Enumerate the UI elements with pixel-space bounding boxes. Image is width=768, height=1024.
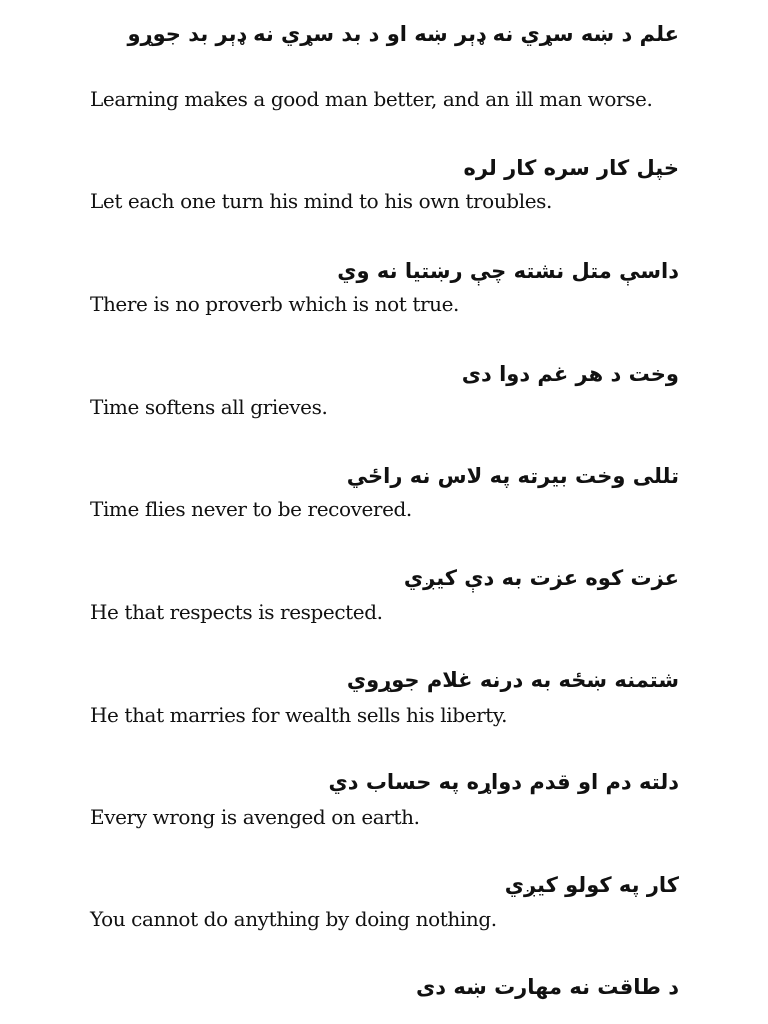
- pashto-proverb: خپل كار سره كار لره: [463, 156, 679, 180]
- pashto-proverb: علم د ښه سړي نه ډېر ښه او د بد سړي نه ډېر بد جوړو: [127, 22, 679, 46]
- pashto-proverb: شتمنه ښځه به درنه غلام جوړوي: [346, 668, 679, 692]
- pashto-proverb: وخت د هر غم دوا دی: [461, 362, 679, 386]
- pashto-proverb: تللی وخت بیرته په لاس نه راځي: [346, 464, 679, 488]
- english-translation: Learning makes a good man better, and an ill man worse.: [90, 87, 653, 111]
- english-translation: You cannot do anything by doing nothing.: [90, 907, 497, 931]
- pashto-proverb: دلته دم او قدم دواړه په حساب دي: [328, 770, 679, 794]
- english-translation: Time softens all grieves.: [90, 395, 328, 419]
- pashto-proverb: عزت كوه عزت به دې كیږي: [403, 566, 679, 590]
- english-translation: He that marries for wealth sells his liberty.: [90, 703, 508, 727]
- pashto-proverb: كار په كولو كیږي: [504, 873, 679, 897]
- english-translation: Let each one turn his mind to his own troubles.: [90, 189, 552, 213]
- english-translation: Every wrong is avenged on earth.: [90, 805, 420, 829]
- english-translation: There is no proverb which is not true.: [90, 292, 460, 316]
- english-translation: Time flies never to be recovered.: [90, 497, 412, 521]
- pashto-proverb: داسې متل نشته چې رښتیا نه وي: [337, 259, 679, 283]
- pashto-proverb: د طاقت نه مهارت ښه دی: [416, 975, 679, 999]
- english-translation: He that respects is respected.: [90, 600, 383, 624]
